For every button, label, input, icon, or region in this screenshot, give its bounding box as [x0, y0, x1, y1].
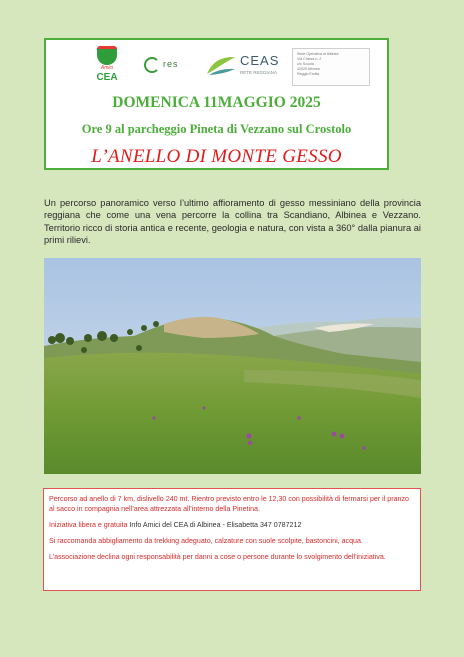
route-info: Percorso ad anello di 7 km, dislivello 240 mt. Rientro previsto entro le 12,30 con possibilità di fermarsi per il pranzo al sacco in compagnia nell’area attrezzata all’interno della Pinetina.: [49, 495, 409, 513]
info-box: [43, 488, 421, 591]
meeting-point: Ore 9 al parcheggio Pineta di Vezzano sul Crostolo: [81, 122, 352, 136]
ceas-leaf-icon: [206, 54, 236, 76]
logo-row: [46, 44, 387, 92]
amici-logo-big-text: CEA: [96, 72, 118, 83]
event-title: L’ANELLO DI MONTE GESSO: [91, 146, 342, 167]
amici-logo-small-text: Amici: [100, 65, 114, 71]
free-event-label: Iniziativa libera e gratuita: [49, 521, 130, 529]
event-description: Un percorso panoramico verso l’ultimo affioramento di gesso messiniano della provincia reggiana che come una vena percorre la collina tra Scandiano, Albinea e Vezzano. Territorio ricco di storia antica e recente, geologia e natura, con vista a 360° dalla pianura ai primi rilievi.: [44, 198, 421, 246]
address-line: Via Chiesa n. 2: [297, 57, 322, 61]
event-header: [44, 38, 389, 170]
disclaimer: L’associazione declina ogni responsabilità per danni a cose o persone durante lo svolgimento dell’iniziativa.: [49, 553, 386, 561]
contact-info: Info Amici del CEA di Albinea - Elisabetta 347 0787212: [129, 521, 302, 529]
amici-shield-icon: [97, 46, 117, 65]
res-logo-text: res: [163, 59, 179, 69]
ceas-logo-subtitle: RETE REGGIANA: [240, 70, 278, 75]
event-date: DOMENICA 11MAGGIO 2025: [112, 94, 321, 111]
address-line: 42020 Albinea: [297, 67, 320, 71]
address-line: Sede Operativa di Albinea: [297, 52, 339, 56]
address-card-logo: [292, 48, 370, 86]
address-line: Reggio Emilia: [297, 72, 320, 76]
equipment-info: Si raccomanda abbigliamento da trekking adeguato, calzature con suole scolpite, bastoncini, acqua.: [49, 537, 363, 545]
ceas-logo-title: CEAS: [240, 53, 280, 68]
landscape-photo: [44, 258, 421, 474]
address-line: c/o Scuola: [297, 62, 314, 66]
res-logo: [144, 56, 190, 76]
res-circle-icon: [144, 57, 160, 73]
ceas-logo: [206, 52, 286, 80]
amici-cea-logo: [90, 46, 124, 88]
free-event-info: [49, 520, 415, 530]
